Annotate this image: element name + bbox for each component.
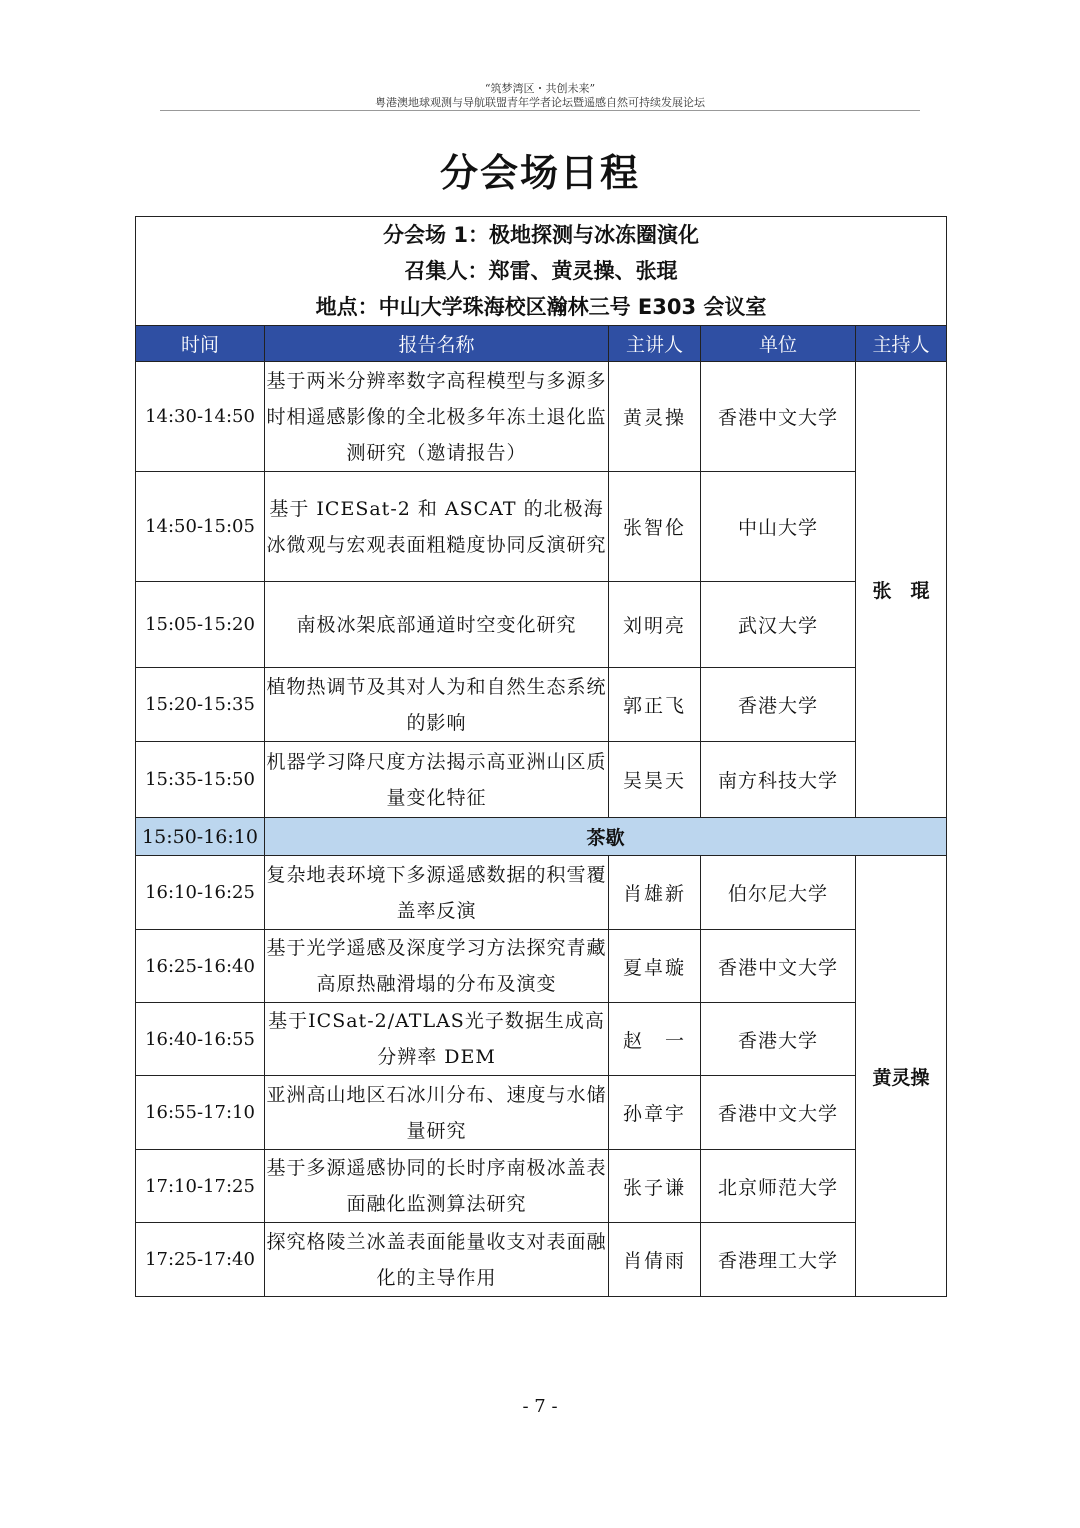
col-unit: 单位 [701, 326, 856, 362]
col-time: 时间 [136, 326, 265, 362]
table-row [136, 1003, 947, 1076]
row-unit: 香港中文大学 [701, 930, 856, 1003]
break-row [136, 818, 947, 856]
row-time: 16:10-16:25 [136, 856, 265, 930]
row-talk: 基于多源遥感协同的长时序南极冰盖表面融化监测算法研究 [265, 1150, 609, 1223]
row-speaker: 张智伦 [609, 472, 701, 582]
table-row [136, 1150, 947, 1223]
table-row [136, 1223, 947, 1297]
session-conveners: 召集人：郑雷、黄灵操、张琨 [404, 259, 678, 283]
row-time: 15:20-15:35 [136, 668, 265, 742]
row-speaker: 刘明亮 [609, 582, 701, 668]
session-header-row [136, 217, 947, 326]
break-time: 15:50-16:10 [136, 818, 265, 856]
row-time: 17:25-17:40 [136, 1223, 265, 1297]
row-time: 16:55-17:10 [136, 1076, 265, 1150]
table-row [136, 362, 947, 472]
column-header-row [136, 326, 947, 362]
header-forum-name: 粤港澳地球观测与导航联盟青年学者论坛暨遥感自然可持续发展论坛 [375, 96, 705, 109]
row-talk: 探究格陵兰冰盖表面能量收支对表面融化的主导作用 [265, 1223, 609, 1297]
row-time: 15:05-15:20 [136, 582, 265, 668]
row-talk: 南极冰架底部通道时空变化研究 [265, 582, 609, 668]
session-name: 分会场 1：极地探测与冰冻圈演化 [383, 223, 699, 247]
row-speaker: 夏卓璇 [609, 930, 701, 1003]
table-row [136, 582, 947, 668]
row-talk: 基于 ICESat-2 和 ASCAT 的北极海冰微观与宏观表面粗糙度协同反演研究 [265, 472, 609, 582]
row-talk: 基于ICSat-2/ATLAS光子数据生成高分辨率 DEM [265, 1003, 609, 1076]
row-speaker: 肖倩雨 [609, 1223, 701, 1297]
row-unit: 香港中文大学 [701, 1076, 856, 1150]
row-talk: 植物热调节及其对人为和自然生态系统的影响 [265, 668, 609, 742]
row-speaker: 黄灵操 [609, 362, 701, 472]
row-unit: 香港理工大学 [701, 1223, 856, 1297]
schedule-table [135, 216, 947, 1297]
row-unit: 香港大学 [701, 668, 856, 742]
row-speaker: 吴昊天 [609, 742, 701, 818]
row-unit: 香港中文大学 [701, 362, 856, 472]
header-slogan: “筑梦湾区・共创未来” [484, 82, 596, 95]
header-rule [160, 110, 920, 111]
row-speaker: 赵 一 [609, 1003, 701, 1076]
table-row [136, 856, 947, 930]
row-time: 17:10-17:25 [136, 1150, 265, 1223]
row-speaker: 郭正飞 [609, 668, 701, 742]
row-speaker: 肖雄新 [609, 856, 701, 930]
col-host: 主持人 [856, 326, 947, 362]
session-location: 地点：中山大学珠海校区瀚林三号 E303 会议室 [315, 295, 767, 319]
page-number: - 7 - [522, 1396, 558, 1417]
row-talk: 基于两米分辨率数字高程模型与多源多时相遥感影像的全北极多年冻土退化监测研究（邀请报告） [265, 362, 609, 472]
row-time: 16:40-16:55 [136, 1003, 265, 1076]
row-speaker: 张子谦 [609, 1150, 701, 1223]
row-unit: 南方科技大学 [701, 742, 856, 818]
row-talk: 机器学习降尺度方法揭示高亚洲山区质量变化特征 [265, 742, 609, 818]
row-unit: 香港大学 [701, 1003, 856, 1076]
table-row [136, 1076, 947, 1150]
col-talk: 报告名称 [265, 326, 609, 362]
row-speaker: 孙章宇 [609, 1076, 701, 1150]
table-row [136, 668, 947, 742]
table-row [136, 742, 947, 818]
row-unit: 武汉大学 [701, 582, 856, 668]
table-row [136, 472, 947, 582]
row-unit: 中山大学 [701, 472, 856, 582]
host-cell: 黄灵操 [856, 856, 947, 1297]
row-time: 14:50-15:05 [136, 472, 265, 582]
row-time: 16:25-16:40 [136, 930, 265, 1003]
col-speaker: 主讲人 [609, 326, 701, 362]
session-header [136, 217, 947, 326]
row-talk: 基于光学遥感及深度学习方法探究青藏高原热融滑塌的分布及演变 [265, 930, 609, 1003]
row-unit: 北京师范大学 [701, 1150, 856, 1223]
row-talk: 复杂地表环境下多源遥感数据的积雪覆盖率反演 [265, 856, 609, 930]
row-talk: 亚洲高山地区石冰川分布、速度与水储量研究 [265, 1076, 609, 1150]
host-cell: 张 琨 [856, 362, 947, 818]
row-unit: 伯尔尼大学 [701, 856, 856, 930]
row-time: 15:35-15:50 [136, 742, 265, 818]
table-row [136, 930, 947, 1003]
row-time: 14:30-14:50 [136, 362, 265, 472]
page-title: 分会场日程 [439, 151, 640, 195]
break-label: 茶歇 [265, 818, 947, 856]
